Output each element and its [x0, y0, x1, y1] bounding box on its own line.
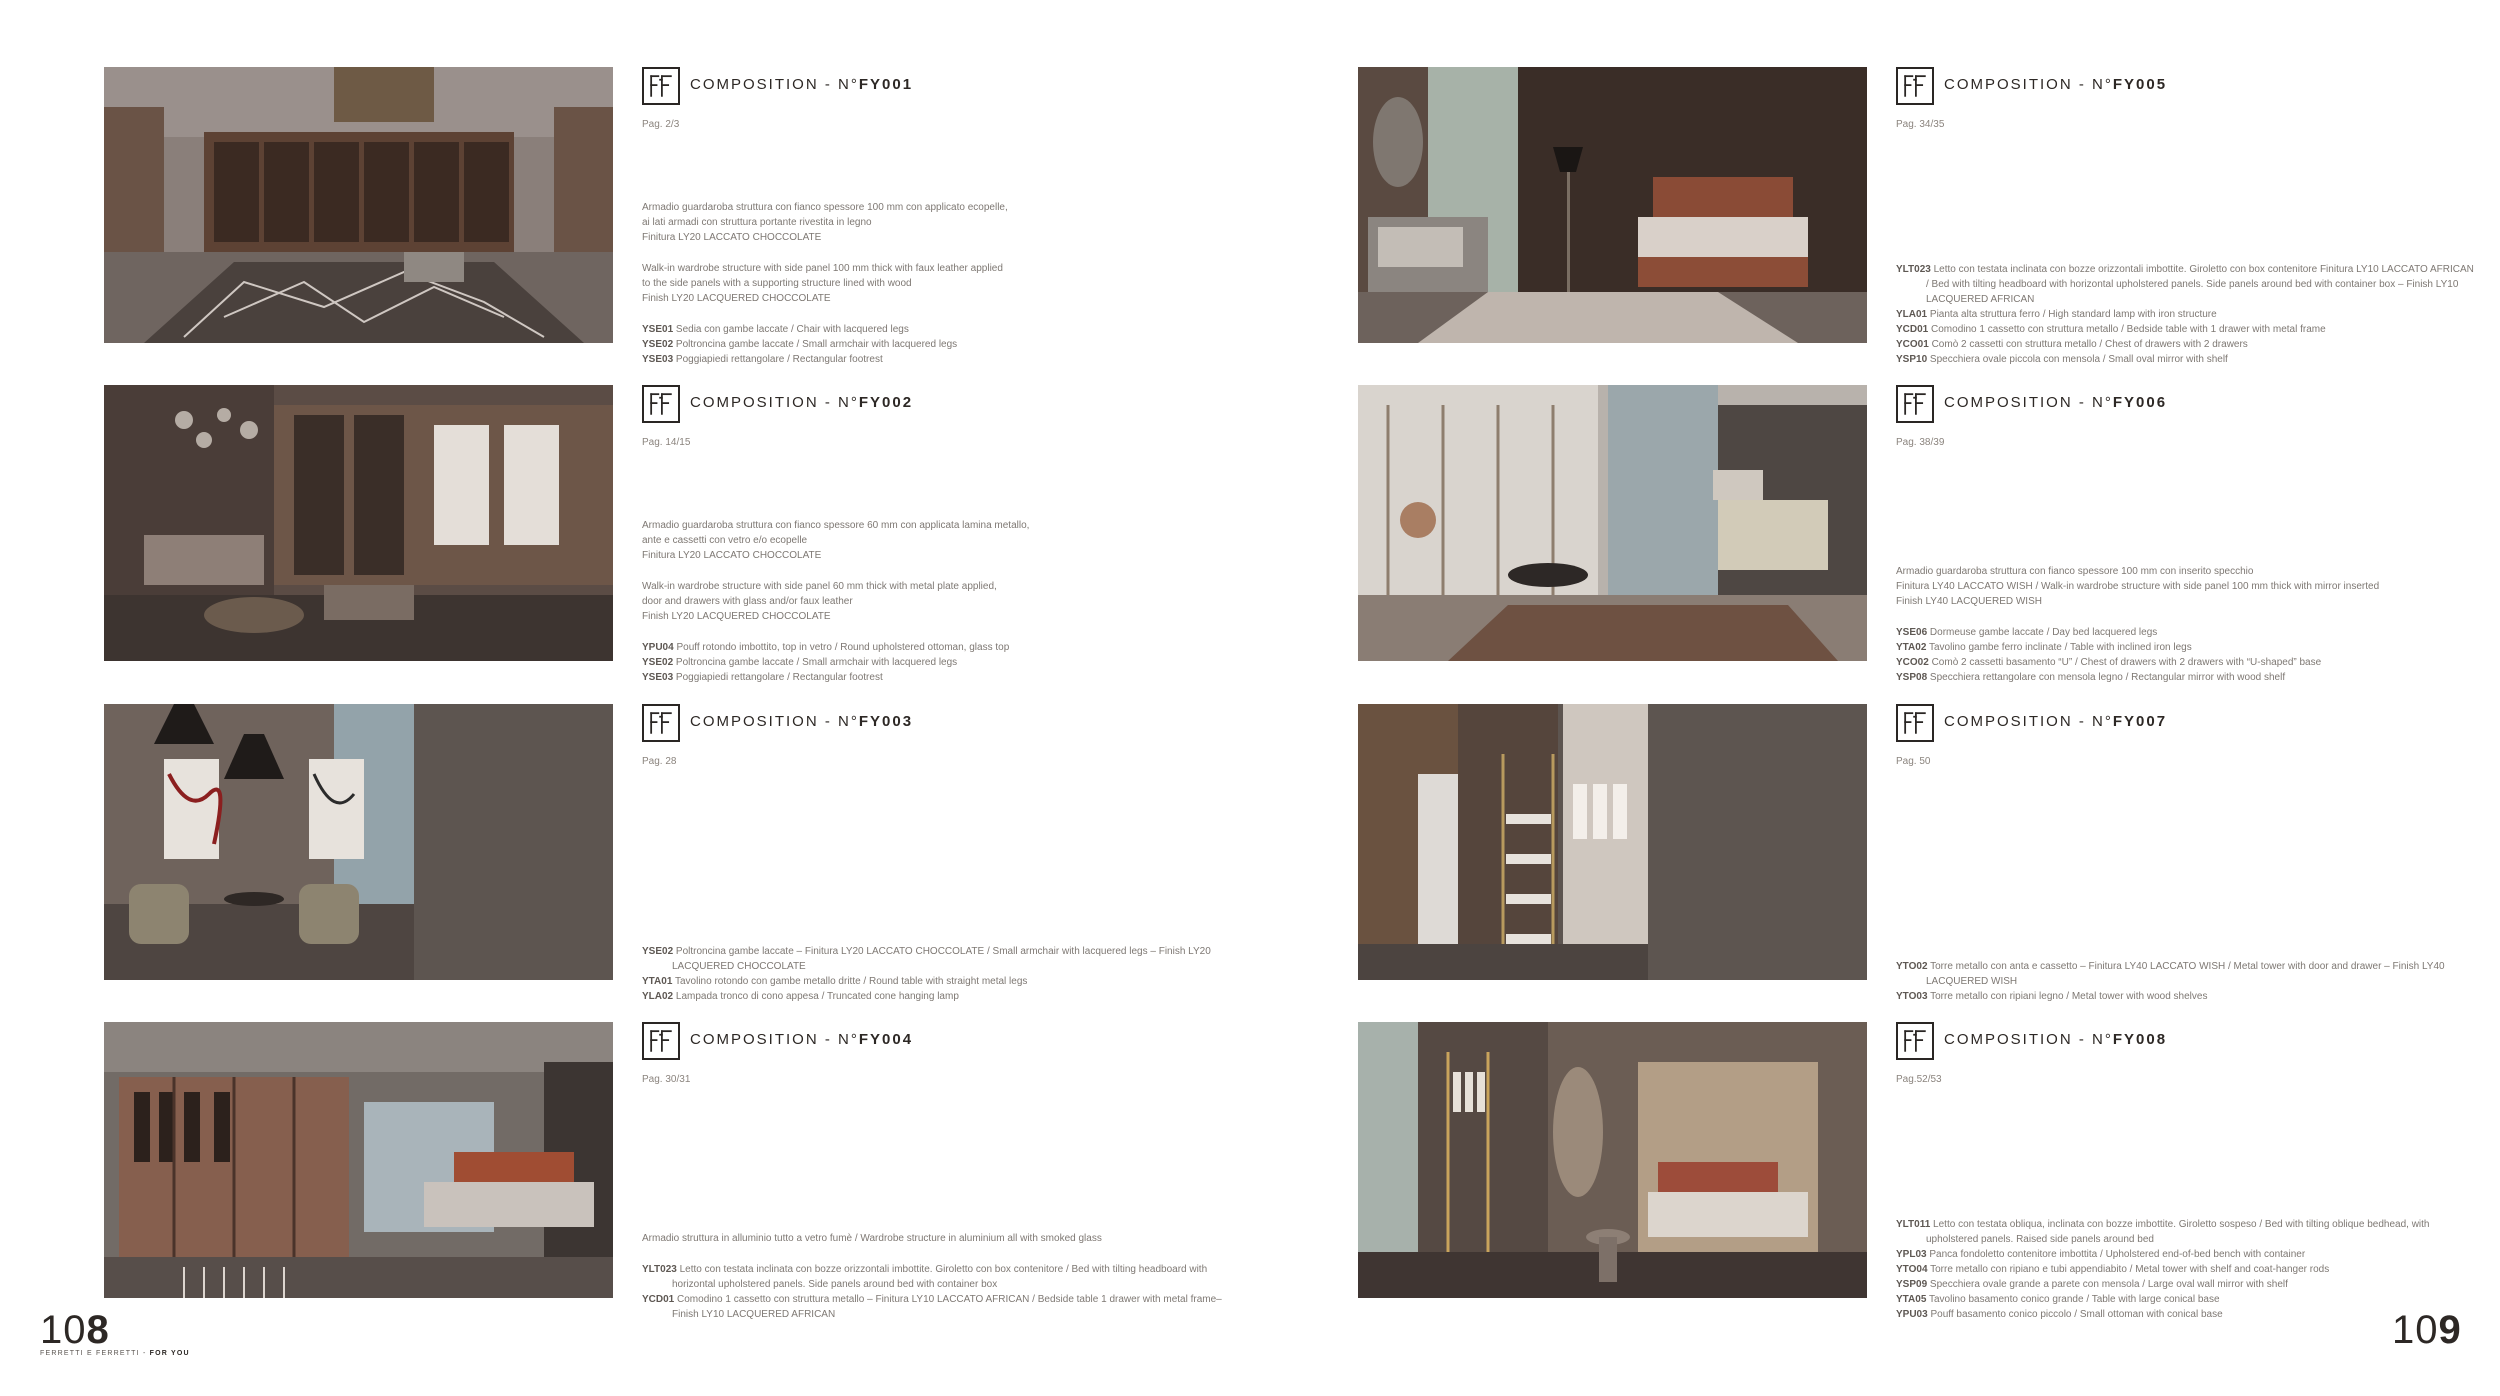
- ferretti-logo-icon: [642, 704, 680, 742]
- item-code: YTA02: [1896, 642, 1927, 653]
- description-line: to the side panels with a supporting structure lined with wood: [642, 278, 912, 289]
- item-code: YPL03: [1896, 1249, 1927, 1260]
- description-line: door and drawers with glass and/or faux leather: [642, 596, 853, 607]
- item-entry: [1896, 337, 2476, 352]
- photo-fy003: [104, 704, 613, 980]
- item-text: Pouff basamento conico piccolo / Small ottoman with conical base: [1927, 1309, 2223, 1320]
- item-code: YSE01: [642, 324, 674, 335]
- item-entry: [1896, 1307, 2476, 1322]
- item-code: YPU04: [642, 642, 674, 653]
- composition-header: [1896, 385, 2456, 425]
- composition-description: [642, 1231, 1222, 1322]
- photo-fy008: [1358, 1022, 1867, 1298]
- item-entry: [642, 670, 1222, 685]
- item-code: YSE02: [642, 946, 674, 957]
- composition-description: [642, 944, 1222, 1004]
- item-text: Specchiera ovale piccola con mensola / Small oval mirror with shelf: [1927, 354, 2228, 365]
- item-code: YLT023: [1896, 264, 1931, 275]
- brand-footer: FERRETTI E FERRETTI - FOR YOU: [40, 1350, 190, 1357]
- item-list: [642, 1262, 1222, 1322]
- composition-title: COMPOSITION - N°FY008: [1944, 1031, 2168, 1048]
- item-text: Poltroncina gambe laccate / Small armchair with lacquered legs: [673, 657, 958, 668]
- item-code: YTO04: [1896, 1264, 1928, 1275]
- description-line: Finitura LY20 LACCATO CHOCCOLATE: [642, 550, 822, 561]
- photo-fy005: [1358, 67, 1867, 343]
- item-list: [1896, 262, 2476, 367]
- item-code: YSE06: [1896, 627, 1928, 638]
- item-entry: [1896, 640, 2476, 655]
- item-entry: [642, 974, 1222, 989]
- item-code: YSP10: [1896, 354, 1928, 365]
- item-entry: [642, 989, 1222, 1004]
- item-text: Lampada tronco di cono appesa / Truncated cone hanging lamp: [673, 991, 959, 1002]
- item-text: Comò 2 cassetti con struttura metallo / Chest of drawers with 2 drawers: [1928, 339, 2248, 350]
- item-code: YSE03: [642, 354, 674, 365]
- item-code: YCD01: [1896, 324, 1929, 335]
- item-code: YTO02: [1896, 961, 1928, 972]
- description-line: Walk-in wardrobe structure with side panel 60 mm thick with metal plate applied,: [642, 581, 997, 592]
- description-paragraph: [1896, 564, 2476, 609]
- photo-fy004: [104, 1022, 613, 1298]
- item-text: Specchiera rettangolare con mensola legno / Rectangular mirror with wood shelf: [1927, 672, 2286, 683]
- ferretti-logo-icon: [1896, 1022, 1934, 1060]
- description-line: Armadio guardaroba struttura con fianco spessore 100 mm con applicato ecopelle,: [642, 202, 1008, 213]
- item-text: Tavolino rotondo con gambe metallo dritte / Round table with straight metal legs: [672, 976, 1028, 987]
- composition-description: [1896, 564, 2476, 685]
- photo-fy007: [1358, 704, 1867, 980]
- description-paragraph: [642, 261, 1222, 306]
- composition-header: [642, 385, 1202, 425]
- item-text: Torre metallo con ripiano e tubi appendiabito / Metal tower with shelf and coat-hanger rods: [1927, 1264, 2330, 1275]
- item-code: YSE02: [642, 339, 674, 350]
- item-text: Poltroncina gambe laccate – Finitura LY20 LACCATO CHOCCOLATE / Small armchair with lacquered legs – Finish LY20 LACQUERED CHOCCOLATE: [672, 946, 1211, 972]
- item-entry: [1896, 1277, 2476, 1292]
- item-entry: [1896, 1262, 2476, 1277]
- ferretti-logo-icon: [1896, 704, 1934, 742]
- item-entry: [642, 352, 1222, 367]
- page-number-left: 108: [40, 1308, 110, 1352]
- composition-title: COMPOSITION - N°FY001: [690, 76, 914, 93]
- item-entry: [1896, 307, 2476, 322]
- item-code: YCO01: [1896, 339, 1929, 350]
- item-code: YLT011: [1896, 1219, 1931, 1230]
- item-entry: [642, 944, 1222, 974]
- composition-title: COMPOSITION - N°FY007: [1944, 713, 2168, 730]
- composition-title: COMPOSITION - N°FY004: [690, 1031, 914, 1048]
- composition-title: COMPOSITION - N°FY005: [1944, 76, 2168, 93]
- composition-block-fy005: [1896, 67, 2476, 367]
- composition-header: [1896, 67, 2456, 107]
- item-entry: [642, 337, 1222, 352]
- item-entry: [642, 322, 1222, 337]
- item-text: Panca fondoletto contenitore imbottita / Upholstered end-of-bed bench with container: [1926, 1249, 2306, 1260]
- item-text: Letto con testata inclinata con bozze orizzontali imbottite. Giroletto con box contenitore / Bed with tilting headboard with horizontal upholstered panels. Side panels around bed with container box: [672, 1264, 1208, 1290]
- page-reference: Pag. 50: [1896, 756, 1931, 767]
- composition-header: [1896, 704, 2456, 744]
- composition-block-fy007: [1896, 704, 2476, 1004]
- composition-title: COMPOSITION - N°FY002: [690, 394, 914, 411]
- composition-header: [642, 1022, 1202, 1062]
- description-line: Armadio struttura in alluminio tutto a vetro fumè / Wardrobe structure in aluminium all with smoked glass: [642, 1233, 1102, 1244]
- composition-description: [1896, 1217, 2476, 1322]
- composition-title: COMPOSITION - N°FY003: [690, 713, 914, 730]
- ferretti-logo-icon: [642, 385, 680, 423]
- item-code: YLA02: [642, 991, 674, 1002]
- item-entry: [642, 640, 1222, 655]
- item-text: Poggiapiedi rettangolare / Rectangular footrest: [673, 354, 883, 365]
- page-reference: Pag.52/53: [1896, 1074, 1942, 1085]
- description-line: Finitura LY40 LACCATO WISH / Walk-in wardrobe structure with side panel 100 mm thick with mirror inserted: [1896, 581, 2380, 592]
- item-code: YCO02: [1896, 657, 1929, 668]
- page-reference: Pag. 38/39: [1896, 437, 1945, 448]
- description-line: Finitura LY20 LACCATO CHOCCOLATE: [642, 232, 822, 243]
- item-list: [642, 944, 1222, 1004]
- composition-block-fy003: [642, 704, 1222, 1004]
- item-code: YSE02: [642, 657, 674, 668]
- description-line: ante e cassetti con vetro e/o ecopelle: [642, 535, 808, 546]
- item-list: [642, 322, 1222, 367]
- description-line: Walk-in wardrobe structure with side panel 100 mm thick with faux leather applied: [642, 263, 1003, 274]
- item-code: YLA01: [1896, 309, 1928, 320]
- item-entry: [1896, 625, 2476, 640]
- page-number-right: 109: [2392, 1308, 2462, 1352]
- item-entry: [1896, 1292, 2476, 1307]
- composition-header: [1896, 1022, 2456, 1062]
- page-reference: Pag. 30/31: [642, 1074, 691, 1085]
- description-line: Armadio guardaroba struttura con fianco spessore 60 mm con applicata lamina metallo,: [642, 520, 1030, 531]
- page-reference: Pag. 14/15: [642, 437, 691, 448]
- composition-title: COMPOSITION - N°FY006: [1944, 394, 2168, 411]
- ferretti-logo-icon: [642, 1022, 680, 1060]
- item-text: Poltroncina gambe laccate / Small armchair with lacquered legs: [673, 339, 958, 350]
- photo-fy002: [104, 385, 613, 661]
- item-text: Pouff rotondo imbottito, top in vetro / Round upholstered ottoman, glass top: [673, 642, 1010, 653]
- page-reference: Pag. 2/3: [642, 119, 680, 130]
- composition-block-fy004: [642, 1022, 1222, 1322]
- item-entry: [1896, 322, 2476, 337]
- composition-description: [1896, 959, 2476, 1004]
- composition-header: [642, 704, 1202, 744]
- photo-fy001: [104, 67, 613, 343]
- item-list: [1896, 1217, 2476, 1322]
- item-entry: [1896, 262, 2476, 307]
- item-entry: [642, 1262, 1222, 1292]
- ferretti-logo-icon: [1896, 385, 1934, 423]
- item-code: YPU03: [1896, 1309, 1928, 1320]
- item-text: Tavolino basamento conico grande / Table with large conical base: [1926, 1294, 2220, 1305]
- photo-fy006: [1358, 385, 1867, 661]
- description-paragraph: [642, 579, 1222, 624]
- item-text: Comodino 1 cassetto con struttura metallo / Bedside table with 1 drawer with metal frame: [1928, 324, 2326, 335]
- item-list: [642, 640, 1222, 685]
- item-code: YTA01: [642, 976, 673, 987]
- composition-header: [642, 67, 1202, 107]
- composition-description: [1896, 262, 2476, 367]
- item-text: Tavolino gambe ferro inclinate / Table with inclined iron legs: [1926, 642, 2192, 653]
- item-entry: [1896, 959, 2476, 989]
- item-text: Specchiera ovale grande a parete con mensola / Large oval wall mirror with shelf: [1927, 1279, 2288, 1290]
- item-text: Sedia con gambe laccate / Chair with lacquered legs: [673, 324, 909, 335]
- item-entry: [1896, 352, 2476, 367]
- composition-block-fy008: [1896, 1022, 2476, 1322]
- item-code: YTO03: [1896, 991, 1928, 1002]
- item-text: Torre metallo con ripiani legno / Metal tower with wood shelves: [1927, 991, 2208, 1002]
- composition-block-fy001: [642, 67, 1222, 367]
- page-reference: Pag. 34/35: [1896, 119, 1945, 130]
- ferretti-logo-icon: [642, 67, 680, 105]
- item-entry: [1896, 989, 2476, 1004]
- item-code: YSP09: [1896, 1279, 1928, 1290]
- ferretti-logo-icon: [1896, 67, 1934, 105]
- item-text: Comodino 1 cassetto con struttura metallo – Finitura LY10 LACCATO AFRICAN / Bedside table 1 drawer with metal frame– Finish LY10 LACQUERED AFRICAN: [672, 1294, 1222, 1320]
- item-entry: [1896, 655, 2476, 670]
- item-text: Pianta alta struttura ferro / High standard lamp with iron structure: [1927, 309, 2217, 320]
- description-line: Armadio guardaroba struttura con fianco spessore 100 mm con inserito specchio: [1896, 566, 2254, 577]
- item-text: Poggiapiedi rettangolare / Rectangular footrest: [673, 672, 883, 683]
- description-line: Finish LY40 LACQUERED WISH: [1896, 596, 2042, 607]
- item-code: YSP08: [1896, 672, 1928, 683]
- item-list: [1896, 959, 2476, 1004]
- page-reference: Pag. 28: [642, 756, 677, 767]
- item-entry: [1896, 1247, 2476, 1262]
- item-entry: [642, 655, 1222, 670]
- item-text: Letto con testata obliqua, inclinata con bozze imbottite. Giroletto sospeso / Bed with tilting oblique bedhead, with upholstered panels. Raised side panels around bed: [1926, 1219, 2430, 1245]
- item-text: Comò 2 cassetti basamento “U” / Chest of drawers with 2 drawers with “U-shaped” base: [1928, 657, 2322, 668]
- item-code: YTA05: [1896, 1294, 1927, 1305]
- description-line: ai lati armadi con struttura portante rivestita in legno: [642, 217, 872, 228]
- item-code: YSE03: [642, 672, 674, 683]
- item-entry: [642, 1292, 1222, 1322]
- item-code: YLT023: [642, 1264, 677, 1275]
- item-code: YCD01: [642, 1294, 675, 1305]
- description-line: Finish LY20 LACQUERED CHOCCOLATE: [642, 293, 831, 304]
- composition-block-fy002: [642, 385, 1222, 685]
- composition-description: [642, 518, 1222, 685]
- item-entry: [1896, 670, 2476, 685]
- description-paragraph: [642, 518, 1222, 563]
- item-text: Letto con testata inclinata con bozze orizzontali imbottite. Giroletto con box contenitore Finitura LY10 LACCATO AFRICAN / Bed with tilting headboard with horizontal upholstered panels. Side panels around bed with container box – Finish LY10 LACQUERED AFRICAN: [1926, 264, 2474, 305]
- composition-description: [642, 200, 1222, 367]
- description-paragraph: [642, 1231, 1222, 1246]
- item-text: Dormeuse gambe laccate / Day bed lacquered legs: [1927, 627, 2158, 638]
- description-line: Finish LY20 LACQUERED CHOCCOLATE: [642, 611, 831, 622]
- item-entry: [1896, 1217, 2476, 1247]
- item-list: [1896, 625, 2476, 685]
- description-paragraph: [642, 200, 1222, 245]
- composition-block-fy006: [1896, 385, 2476, 685]
- item-text: Torre metallo con anta e cassetto – Finitura LY40 LACCATO WISH / Metal tower with door and drawer – Finish LY40 LACQUERED WISH: [1926, 961, 2445, 987]
